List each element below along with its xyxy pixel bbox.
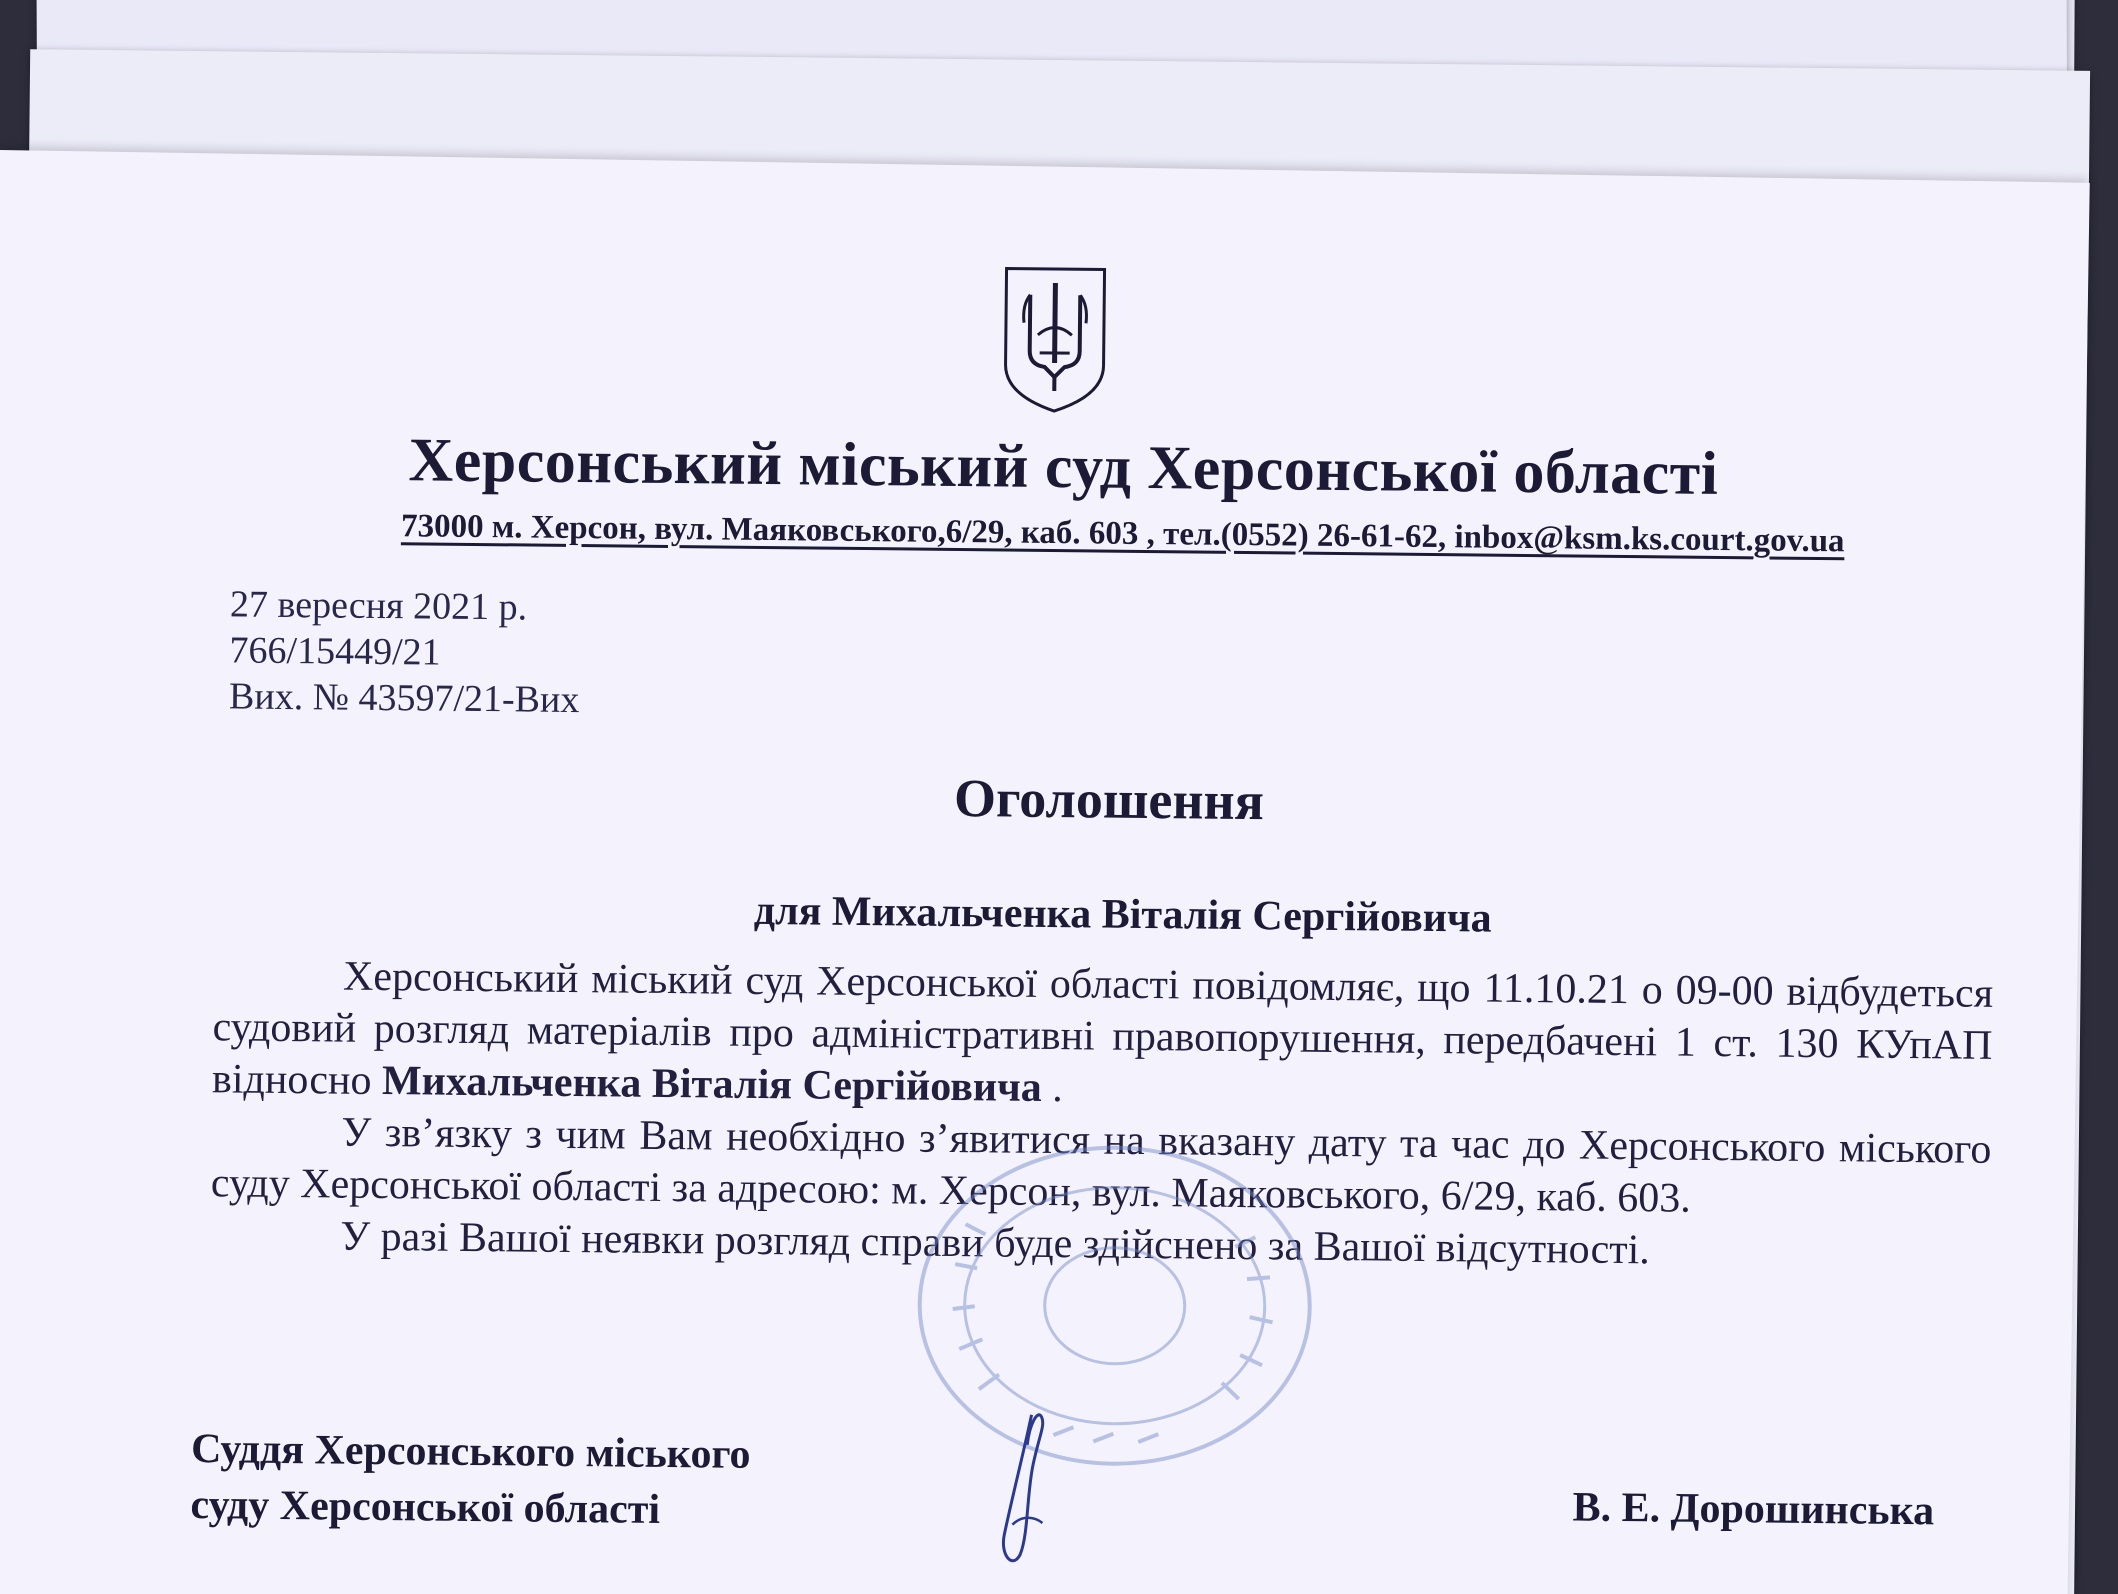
judge-name: В. Е. Дорошинська: [1572, 1484, 1935, 1535]
court-seal-stamp: [903, 1134, 1327, 1478]
defendant-name: Михальченка Віталія Сергійовича: [381, 1058, 1043, 1111]
paragraph-hearing-notice: [212, 949, 1994, 1124]
paragraph-text: Херсонський міський суд Херсонської області повідомляє, що 11.10.21 о 09-00 відбудеться судовий розгляд матеріалів про адміністративні правопорушення, передбачені 1 ст. 130 КУпАП відносно: [211, 953, 1994, 1105]
judge-title-line: суду Херсонської області: [190, 1482, 661, 1533]
outgoing-number: Вих. № 43597/21-Вих: [228, 675, 580, 722]
addressee-line: для Михальченка Віталія Сергійовича: [753, 887, 1492, 942]
paragraph-end: .: [1041, 1064, 1064, 1112]
paragraph-absence: У разі Вашої неявки розгляд справи буде здійснено за Вашої відсутності.: [340, 1213, 1651, 1274]
trident-coat-of-arms-icon: [999, 264, 1111, 415]
document-meta: [229, 581, 581, 723]
document-date: 27 вересня 2021 р.: [229, 583, 528, 629]
court-name-heading: Херсонський міський суд Херсонської області: [408, 426, 1719, 508]
judge-title-line: Суддя Херсонського міського: [190, 1426, 751, 1478]
court-address: 73000 м. Херсон, вул. Маяковського,6/29, каб. 603 , тел.(0552) 26-61-62, inbox@ksm.ks.court.gov.ua: [400, 508, 1845, 560]
paragraph-appearance: У зв’язку з чим Вам необхідно з’явитися на вказану дату та час до Херсонського міського суду Херсонської області за адресою: м. Херсон, вул. Маяковського, 6/29, каб. 603.: [210, 1109, 1992, 1222]
case-number: 766/15449/21: [229, 629, 441, 674]
handwritten-signature: [982, 1404, 1074, 1575]
document-title: Оголошення: [953, 767, 1265, 832]
judge-title: [190, 1421, 751, 1539]
